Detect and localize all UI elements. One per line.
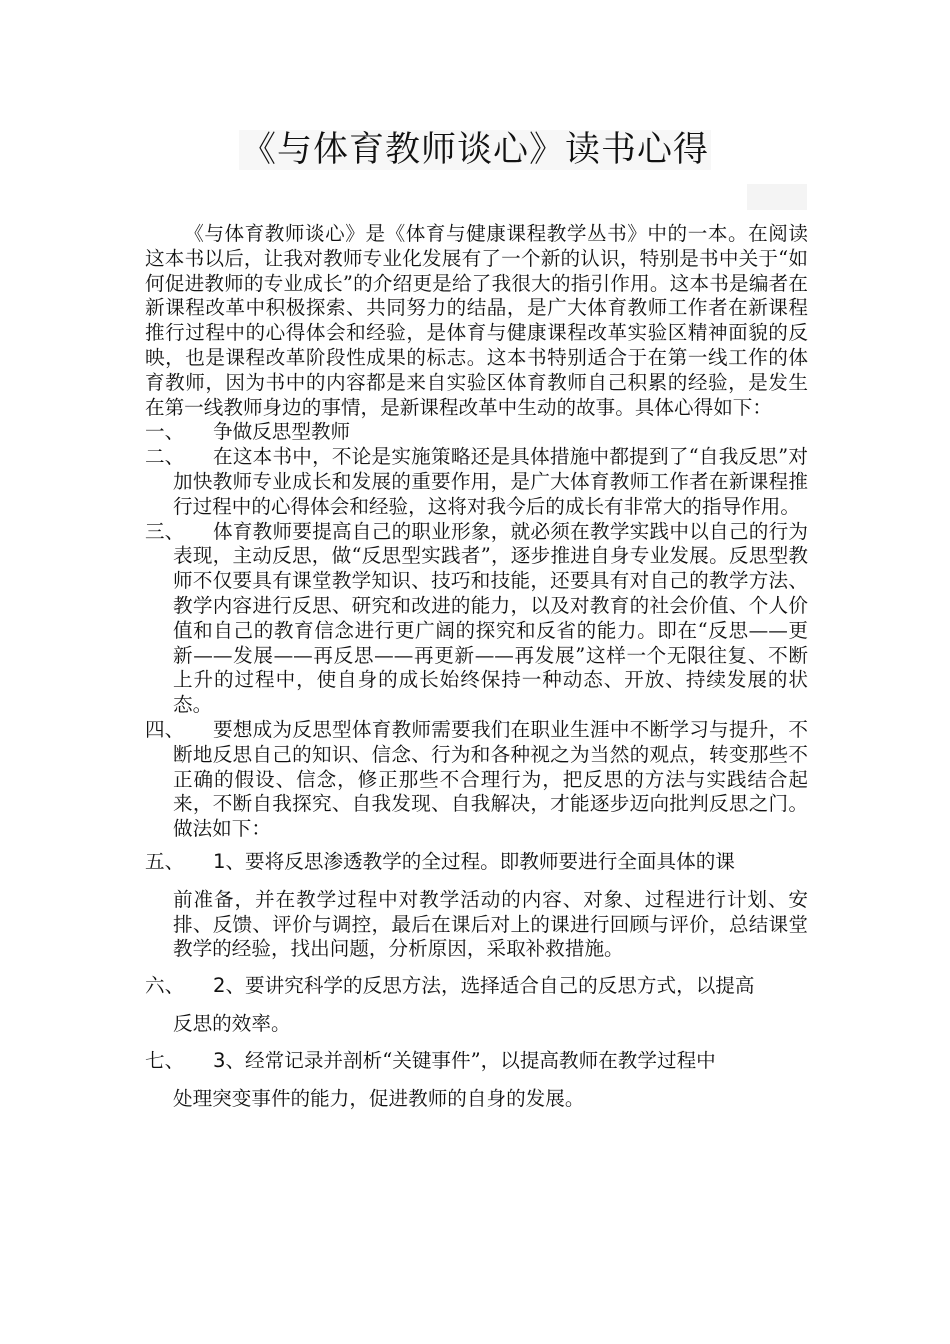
list-item-text: 在这本书中，不论是实施策略还是具体措施中都提到了“自我反思”对加快教师专业成长和发展的重要作用，是广大体育教师工作者在新课程推行过程中的心得体会和经验，这将对我今后的成长有非常大的指导作用。 <box>173 445 808 518</box>
list-item-text: 体育教师要提高自己的职业形象，就必须在教学实践中以自己的行为表现，主动反思，做“反思型实践者”，逐步推进自身专业发展。反思型教师不仅要具有课堂教学知识、技巧和技能，还要具有对自己的教学方法、教学内容进行反思、研究和改进的能力，以及对教育的社会价值、个人价值和自己的教育信念进行更广阔的探究和反省的能力。即在“反思——更新——发展——再反思——再更新——再发展”这样一个无限往复、不断上升的过程中，使自身的成长始终保持一种动态、开放、持续发展的状态。 <box>173 519 808 717</box>
list-item-text <box>173 850 808 962</box>
list-marker: 七、 <box>145 1048 185 1072</box>
list-item-text <box>173 1049 808 1112</box>
list-marker: 一、 <box>145 420 185 444</box>
document-title: 《与体育教师谈心》读书心得 <box>240 130 709 170</box>
list-marker: 六、 <box>145 974 185 998</box>
list-item <box>145 850 808 962</box>
list-item <box>145 445 808 519</box>
list-item-text: 争做反思型教师 <box>213 420 351 444</box>
step-number: 2 <box>213 974 226 998</box>
list-item <box>145 1049 808 1112</box>
highlight-box <box>747 184 807 210</box>
step-continuation: 反思的效率。 <box>173 1011 291 1035</box>
step-number: 3 <box>213 1048 226 1072</box>
list-item <box>145 520 808 718</box>
list-item <box>145 974 808 1037</box>
list-item-text <box>173 974 808 1037</box>
step-first-line: 、要将反思渗透教学的全过程。即教师要进行全面具体的课 <box>225 849 735 873</box>
step-first-line: 、经常记录并剖析“关键事件”，以提高教师在教学过程中 <box>225 1048 716 1072</box>
step-continuation: 处理突变事件的能力，促进教师的自身的发展。 <box>173 1086 585 1110</box>
step-continuation: 前准备，并在教学过程中对教学活动的内容、对象、过程进行计划、安排、反馈、评价与调控，最后在课后对上的课进行回顾与评价，总结课堂教学的经验，找出问题，分析原因，采取补救措施。 <box>173 887 808 961</box>
list-item-text: 要想成为反思型体育教师需要我们在职业生涯中不断学习与提升，不断地反思自己的知识、信念、行为和各种视之为当然的观点，转变那些不正确的假设、信念，修正那些不合理行为，把反思的方法与实践结合起来，不断自我探究、自我发现、自我解决，才能逐步迈向批判反思之门。做法如下： <box>173 717 808 841</box>
document-body <box>145 222 808 1111</box>
list-item <box>145 420 808 445</box>
list-marker: 三、 <box>145 519 185 543</box>
list-marker: 五、 <box>145 849 185 873</box>
list-marker: 二、 <box>145 445 185 469</box>
list-marker: 四、 <box>145 717 185 741</box>
list-item <box>145 718 808 842</box>
step-number: 1 <box>213 849 226 873</box>
step-first-line: 、要讲究科学的反思方法，选择适合自己的反思方式，以提高 <box>225 974 755 998</box>
intro-paragraph: 《与体育教师谈心》是《体育与健康课程教学丛书》中的一本。在阅读这本书以后，让我对教师专业化发展有了一个新的认识，特别是书中关于“如何促进教师的专业成长”的介绍更是给了我很大的指引作用。这本书是编者在新课程改革中积极探索、共同努力的结晶，是广大体育教师工作者在新课程推行过程中的心得体会和经验，是体育与健康课程改革实验区精神面貌的反映，也是课程改革阶段性成果的标志。这本书特别适合于在第一线工作的体育教师，因为书中的内容都是来自实验区体育教师自己积累的经验，是发生在第一线教师身边的事情，是新课程改革中生动的故事。具体心得如下： <box>145 222 808 419</box>
